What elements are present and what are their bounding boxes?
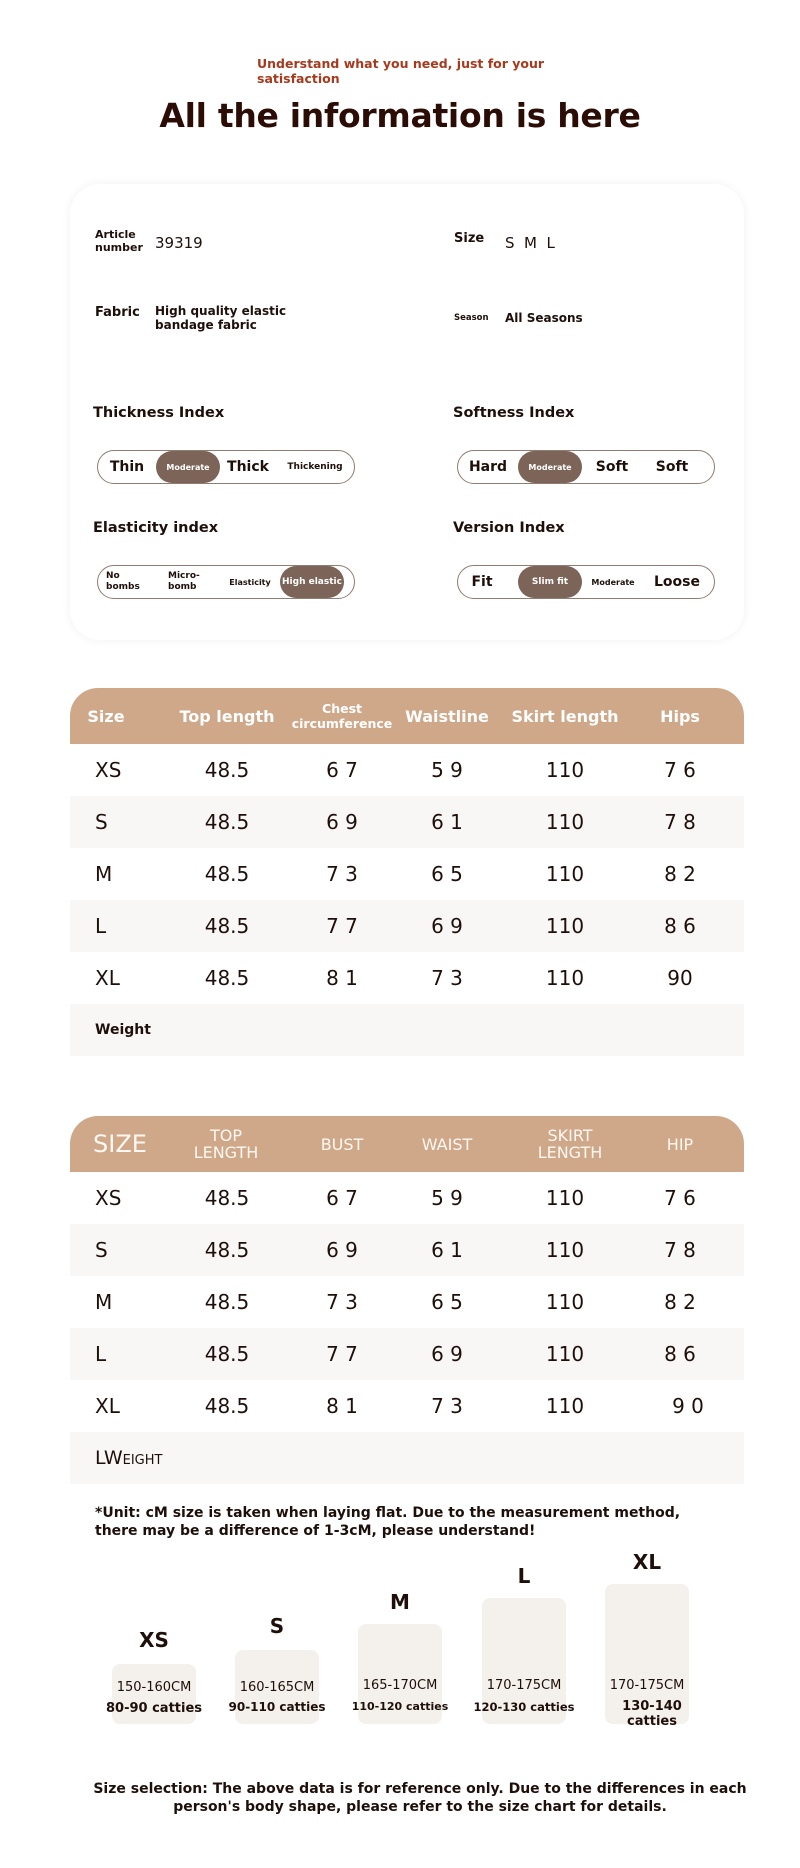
header-skirt-length: SKIRT LENGTH [537, 1126, 603, 1162]
cell-chest: 6 9 [326, 810, 358, 834]
elasticity-option-no-bombs: No bombs [106, 571, 140, 592]
cell-size: L [95, 914, 107, 938]
cell-chest: 8 1 [326, 966, 358, 990]
softness-option-hard: Hard [468, 459, 508, 475]
cell-top-length: 48.5 [204, 1342, 250, 1366]
header-top-length: Top length [179, 706, 275, 726]
table-row [70, 1380, 744, 1432]
version-index-scale [457, 565, 715, 599]
cell-waist: 5 9 [431, 758, 463, 782]
size-guide-weight: 110-120 catties [351, 1700, 449, 1713]
cell-hips: 8 2 [664, 862, 696, 886]
cell-waist: 6 9 [431, 1342, 463, 1366]
header-bust: BUST [320, 1134, 364, 1154]
cell-hips: 7 6 [664, 758, 696, 782]
thickness-index-title: Thickness Index [93, 405, 225, 421]
cell-size: XL [95, 1394, 120, 1418]
thickness-option-thin: Thin [109, 459, 145, 475]
size-guide-height: 170-175CM [609, 1678, 685, 1693]
weight-label: LWeight [95, 1447, 163, 1469]
fabric-label: Fabric [95, 305, 140, 320]
table-row [70, 900, 744, 952]
cell-skirt-length: 110 [545, 1394, 585, 1418]
thickness-option-thick: Thick [227, 459, 269, 475]
unit-note: *Unit: cM size is taken when laying flat. Due to the measurement method, there may be a difference of 1-3cM, please understand! [95, 1505, 681, 1539]
cell-size: S [95, 1238, 108, 1262]
thickness-option-moderate: Moderate [156, 451, 220, 483]
version-option-loose: Loose [654, 574, 700, 590]
elasticity-option-high-elastic: High elastic [280, 566, 344, 598]
cell-skirt-length: 110 [545, 862, 585, 886]
cell-skirt-length: 110 [545, 810, 585, 834]
cell-top-length: 48.5 [204, 1290, 250, 1314]
table-row [70, 1224, 744, 1276]
cell-size: S [95, 810, 108, 834]
cell-top-length: 48.5 [204, 758, 250, 782]
cell-hip: 7 6 [664, 1186, 696, 1210]
season-label: Season [454, 313, 489, 323]
table-row [70, 796, 744, 848]
softness-option-soft: Soft [595, 459, 629, 475]
cell-waist: 7 3 [431, 966, 463, 990]
header-size: SIZE [93, 1129, 147, 1158]
elasticity-index-scale [97, 565, 355, 599]
header-skirt-length: Skirt length [511, 706, 619, 726]
footer-note: Size selection: The above data is for reference only. Due to the differences in each person's body shape, please refer to the size chart for details. [93, 1781, 747, 1815]
cell-bust: 7 3 [326, 1290, 358, 1314]
table-row [70, 1328, 744, 1380]
elasticity-index-title: Elasticity index [93, 520, 219, 536]
version-index-title: Version Index [453, 520, 565, 536]
cell-bust: 8 1 [326, 1394, 358, 1418]
cell-waist: 6 5 [431, 862, 463, 886]
cell-top-length: 48.5 [204, 862, 250, 886]
cell-top-length: 48.5 [204, 966, 250, 990]
weight-row [70, 1004, 744, 1056]
size-table-primary [70, 688, 744, 1056]
cell-waist: 6 9 [431, 914, 463, 938]
size-guide-height: 160-165CM [239, 1680, 315, 1695]
cell-waist: 6 5 [431, 1290, 463, 1314]
version-option-moderate: Moderate [591, 577, 635, 587]
cell-hip: 8 6 [664, 1342, 696, 1366]
cell-hips: 8 6 [664, 914, 696, 938]
size-guide-letter: M [390, 1590, 410, 1614]
cell-waist: 5 9 [431, 1186, 463, 1210]
size-guide-height: 165-170CM [362, 1678, 438, 1693]
cell-bust: 6 9 [326, 1238, 358, 1262]
cell-waist: 6 1 [431, 810, 463, 834]
season-value: All Seasons [505, 311, 583, 325]
cell-size: XL [95, 966, 120, 990]
size-table-secondary [70, 1116, 744, 1484]
cell-top-length: 48.5 [204, 1238, 250, 1262]
cell-skirt-length: 110 [545, 1238, 585, 1262]
size-guide-height: 170-175CM [486, 1678, 562, 1693]
size-guide-letter: XL [632, 1550, 662, 1574]
softness-option-soft-2: Soft [655, 459, 689, 475]
table-row [70, 1172, 744, 1224]
thickness-option-thickening: Thickening [287, 461, 343, 472]
header-waistline: Waistline [405, 706, 489, 726]
softness-option-moderate: Moderate [518, 451, 582, 483]
thickness-index-scale [97, 450, 355, 484]
size-guide-letter: L [517, 1564, 531, 1588]
header-hips: Hips [660, 706, 700, 726]
table-row [70, 952, 744, 1004]
cell-hips: 7 8 [664, 810, 696, 834]
cell-size: M [95, 862, 113, 886]
version-option-fit: Fit [471, 574, 493, 590]
cell-bust: 6 7 [326, 1186, 358, 1210]
elasticity-option-micro-bomb: Micro-bomb [168, 571, 200, 592]
product-info-card [70, 184, 744, 640]
cell-skirt-length: 110 [545, 1342, 585, 1366]
cell-top-length: 48.5 [204, 810, 250, 834]
cell-top-length: 48.5 [204, 1186, 250, 1210]
cell-chest: 6 7 [326, 758, 358, 782]
table-row [70, 744, 744, 796]
cell-skirt-length: 110 [545, 758, 585, 782]
size-guide-weight: 90-110 catties [228, 1700, 326, 1714]
softness-index-scale [457, 450, 715, 484]
cell-size: XS [95, 1186, 122, 1210]
cell-chest: 7 3 [326, 862, 358, 886]
cell-bust: 7 7 [326, 1342, 358, 1366]
cell-top-length: 48.5 [204, 1394, 250, 1418]
article-number-label: Article number [95, 228, 143, 254]
fabric-value: High quality elastic bandage fabric [155, 304, 287, 332]
weight-label: Weight [95, 1022, 151, 1038]
subtitle: Understand what you need, just for your satisfaction [257, 56, 545, 86]
cell-chest: 7 7 [326, 914, 358, 938]
cell-size: L [95, 1342, 107, 1366]
table-row [70, 848, 744, 900]
cell-top-length: 48.5 [204, 914, 250, 938]
cell-skirt-length: 110 [545, 1290, 585, 1314]
header-chest: Chest circumference [291, 701, 393, 731]
cell-skirt-length: 110 [545, 914, 585, 938]
size-guide-height: 150-160CM [116, 1680, 192, 1695]
size-guide-weight: 120-130 catties [473, 1700, 575, 1714]
cell-hips: 90 [667, 966, 693, 990]
page-title: All the information is here [159, 96, 641, 135]
cell-skirt-length: 110 [545, 966, 585, 990]
header-waist: WAIST [421, 1134, 473, 1154]
size-guide-letter: XS [139, 1628, 169, 1652]
size-guide-letter: S [269, 1614, 285, 1638]
version-option-slim-fit: Slim fit [518, 566, 582, 598]
cell-hip: 7 8 [664, 1238, 696, 1262]
article-number-value: 39319 [155, 234, 203, 252]
size-guide-weight: 80-90 catties [105, 1701, 203, 1716]
cell-hip: 8 2 [664, 1290, 696, 1314]
cell-size: XS [95, 758, 122, 782]
cell-waist: 7 3 [431, 1394, 463, 1418]
weight-row [70, 1432, 744, 1484]
cell-waist: 6 1 [431, 1238, 463, 1262]
softness-index-title: Softness Index [453, 405, 575, 421]
header-top-length: TOP LENGTH [193, 1126, 259, 1162]
size-guide-weight: 130-140 catties [622, 1699, 682, 1729]
header-size: Size [87, 706, 125, 726]
cell-skirt-length: 110 [545, 1186, 585, 1210]
cell-hip: 9 0 [672, 1394, 704, 1418]
size-label: Size [454, 231, 485, 246]
size-value: S M L [505, 234, 555, 252]
cell-size: M [95, 1290, 113, 1314]
table-header [70, 1116, 744, 1172]
table-row [70, 1276, 744, 1328]
elasticity-option-elasticity: Elasticity [229, 577, 271, 587]
table-header [70, 688, 744, 744]
header-hip: HIP [666, 1134, 694, 1154]
